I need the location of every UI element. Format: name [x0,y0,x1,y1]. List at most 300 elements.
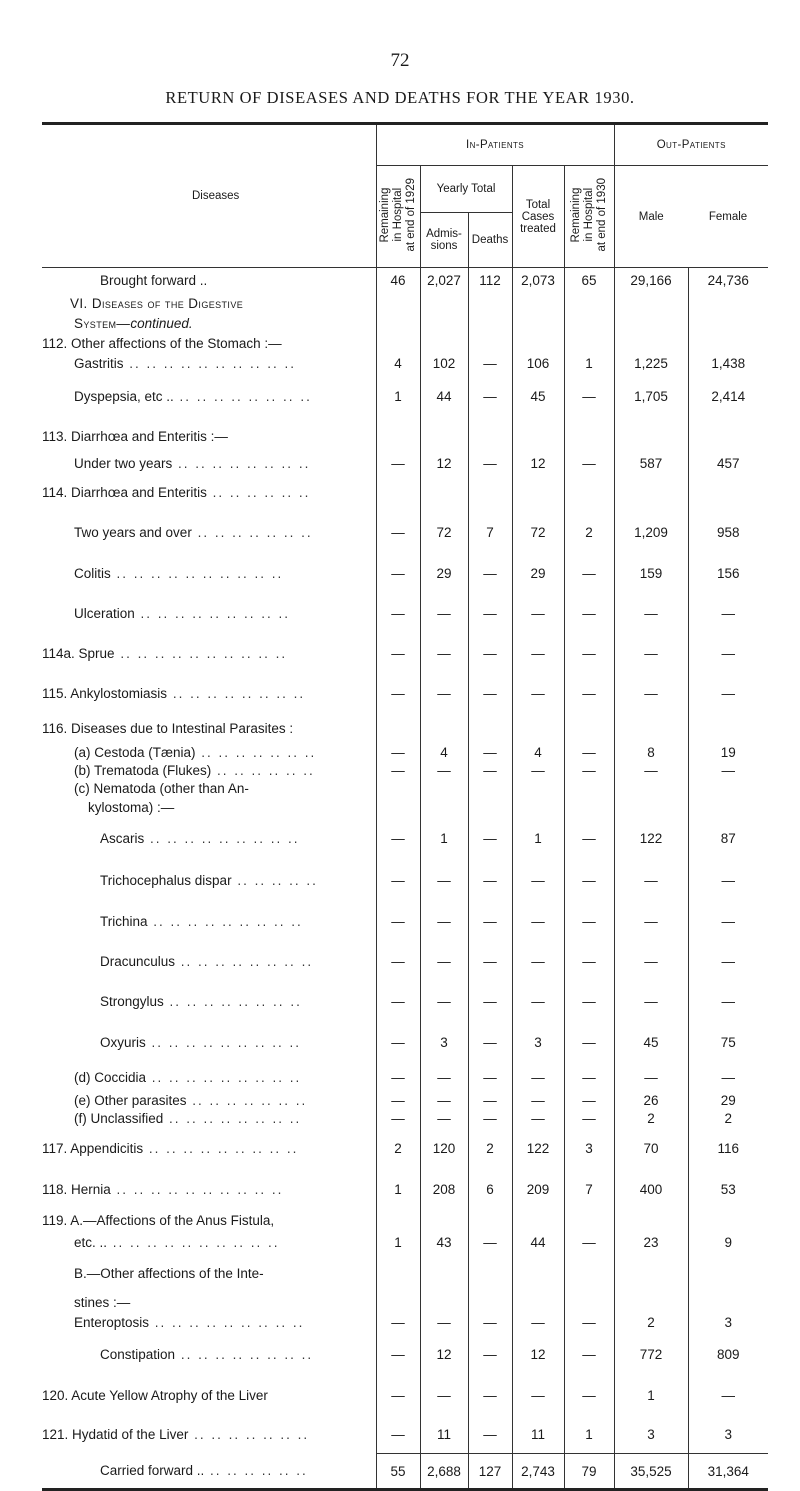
value-cell: — [564,634,614,674]
value-cell: — [420,1064,468,1092]
value-cell: 19 [688,744,768,762]
row-label: B.—Other affections of the Inte- [74,1266,264,1281]
row-label: Carried forward .. .. .. .. .. .. .. [42,1454,376,1490]
value-cell: — [468,454,512,474]
value-cell: — [376,554,420,594]
row-label: Enteroptosis .. .. .. .. .. .. .. .. .. [74,1315,305,1330]
value-cell [468,1254,512,1294]
value-cell: 35,525 [614,1454,688,1490]
value-cell [688,1210,768,1232]
row-label: etc. .. .. .. .. .. .. .. .. .. .. .. [74,1235,280,1250]
table-row [42,474,768,512]
value-cell: 1 [376,374,420,420]
value-cell [614,1294,688,1312]
value-cell [512,1210,564,1232]
value-cell: — [376,1334,420,1376]
value-cell: 457 [688,454,768,474]
value-cell [688,1294,768,1312]
value-cell: 24,736 [688,268,768,294]
leader-dots: .. .. .. .. .. .. .. [195,745,317,760]
value-cell [376,294,420,314]
value-cell: — [468,902,512,942]
value-cell: — [468,744,512,762]
value-cell: 809 [688,1334,768,1376]
value-cell [564,1210,614,1232]
value-cell: — [564,374,614,420]
value-cell [512,1254,564,1294]
value-cell: — [564,982,614,1022]
value-cell [468,1210,512,1232]
value-cell: — [376,860,420,902]
value-cell: 2 [468,1128,512,1170]
in-patients-header: In-Patients [376,124,614,166]
value-cell: 4 [512,744,564,762]
leader-dots: .. .. .. .. .. .. .. .. [163,1111,302,1126]
value-cell: — [420,1110,468,1128]
row-label: 113. Diarrhœa and Enteritis :— [42,429,228,444]
value-cell [376,474,420,512]
value-cell: 55 [376,1454,420,1490]
value-cell: 6 [468,1170,512,1210]
value-cell: — [512,942,564,982]
value-cell: — [468,818,512,860]
value-cell: — [512,1064,564,1092]
value-cell: 3 [688,1416,768,1454]
row-label: Oxyuris .. .. .. .. .. .. .. .. .. [100,1035,302,1050]
value-cell: 11 [420,1416,468,1454]
value-cell: — [468,554,512,594]
row-label: 119. A.—Affections of the Anus Fistula, [42,1213,275,1228]
value-cell: — [468,594,512,634]
row-label: kylostoma) :— [88,800,175,815]
value-cell [420,474,468,512]
value-cell [564,1254,614,1294]
row-label: Strongylus .. .. .. .. .. .. .. .. [100,994,302,1009]
value-cell: 45 [512,374,564,420]
value-cell [512,420,564,454]
value-cell: 772 [614,1334,688,1376]
value-cell [468,780,512,798]
value-cell: — [614,982,688,1022]
leader-dots: .. .. .. .. .. .. .. .. .. [134,606,291,621]
row-label: Brought forward .. [100,273,208,289]
row-label: Under two years .. .. .. .. .. .. .. .. [74,456,311,471]
value-cell: — [376,902,420,942]
row-label: Trichina .. .. .. .. .. .. .. .. .. [100,914,303,929]
value-cell: 1 [564,354,614,374]
value-cell: 1,705 [614,374,688,420]
leader-dots: .. .. .. .. .. .. .. .. [175,954,314,969]
value-cell: — [564,1376,614,1416]
row-label: (f) Unclassified .. .. .. .. .. .. .. .. [74,1111,302,1126]
leader-dots: .. .. .. .. .. .. .. [191,525,313,540]
value-cell: 9 [688,1232,768,1254]
value-cell [614,714,688,744]
value-cell: 2,073 [512,268,564,294]
value-cell: — [376,982,420,1022]
table-row [42,1454,768,1490]
value-cell: — [420,860,468,902]
value-cell: 1 [512,818,564,860]
row-label: Ascaris .. .. .. .. .. .. .. .. .. [100,831,300,846]
row-label: 114a. Sprue .. .. .. .. .. .. .. .. .. .. [42,646,288,661]
value-cell: 3 [564,1128,614,1170]
value-cell: — [512,902,564,942]
table-row [42,780,768,798]
value-cell: 23 [614,1232,688,1254]
leader-dots: .. .. .. .. .. .. .. .. .. .. [114,646,288,661]
table-row [42,1254,768,1294]
value-cell [468,798,512,818]
row-label: Constipation .. .. .. .. .. .. .. .. [100,1347,314,1362]
value-cell [688,714,768,744]
row-label: (a) Cestoda (Tænia) .. .. .. .. .. .. .. [74,745,317,760]
value-cell: — [420,902,468,942]
value-cell: — [468,1312,512,1334]
table-row [42,1210,768,1232]
table-row [42,594,768,634]
value-cell: — [468,982,512,1022]
value-cell: — [614,674,688,714]
value-cell: — [376,942,420,982]
value-cell: — [420,762,468,780]
value-cell: 12 [420,1334,468,1376]
value-cell [614,420,688,454]
value-cell [468,334,512,354]
value-cell: 116 [688,1128,768,1170]
value-cell: 7 [564,1170,614,1210]
value-cell [564,334,614,354]
row-label: 120. Acute Yellow Atrophy of the Liver [42,1388,268,1403]
value-cell: 12 [512,1334,564,1376]
table-row [42,818,768,860]
table-row [42,982,768,1022]
leader-dots: .. .. .. .. .. .. .. .. .. .. [123,356,297,371]
value-cell [420,714,468,744]
value-cell: — [468,674,512,714]
value-cell [688,314,768,334]
value-cell: — [468,1232,512,1254]
value-cell [614,314,688,334]
value-cell: — [420,674,468,714]
value-cell [376,334,420,354]
value-cell: 12 [512,454,564,474]
row-label: (d) Coccidia .. .. .. .. .. .. .. .. .. [74,1070,302,1085]
table-row [42,554,768,594]
value-cell: 45 [614,1022,688,1064]
table-row [42,1376,768,1416]
value-cell: — [376,1110,420,1128]
page-number: 72 [390,50,410,71]
value-cell: 120 [420,1128,468,1170]
row-label: 116. Diseases due to Intestinal Parasites : [42,721,294,736]
table-row [42,1294,768,1312]
value-cell [564,420,614,454]
value-cell: 87 [688,818,768,860]
value-cell: 102 [420,354,468,374]
value-cell [688,420,768,454]
row-label: Dyspepsia, etc .. .. .. .. .. .. .. .. .. [74,389,312,404]
value-cell [420,420,468,454]
value-cell: 4 [420,744,468,762]
value-cell: — [564,1092,614,1110]
leader-dots: .. .. .. .. .. .. .. [188,1427,310,1442]
value-cell: — [688,1376,768,1416]
value-cell: — [468,374,512,420]
value-cell: — [614,634,688,674]
value-cell: — [688,860,768,902]
table-row [42,762,768,780]
value-cell: — [468,860,512,902]
row-label: 112. Other affections of the Stomach :— [42,336,282,351]
value-cell: 43 [420,1232,468,1254]
yearly-total-header: Yearly Total [420,166,512,213]
out-patients-header: Out-Patients [614,124,768,166]
value-cell [614,798,688,818]
table-row [42,1128,768,1170]
value-cell: — [564,674,614,714]
row-label: (c) Nematoda (other than An- [74,781,249,796]
table-row [42,512,768,554]
table-row [42,1416,768,1454]
value-cell [376,1210,420,1232]
value-cell: — [512,1312,564,1334]
value-cell: 1 [420,818,468,860]
value-cell: — [512,594,564,634]
value-cell [468,1294,512,1312]
leader-dots: .. .. .. .. .. .. [211,763,315,778]
remaining-1929-header: Remaining in Hospital at end of 1929 [376,166,420,268]
row-label: Two years and over .. .. .. .. .. .. .. [74,525,313,540]
value-cell: 65 [564,268,614,294]
row-label: 121. Hydatid of the Liver .. .. .. .. .. .. .. [42,1427,310,1442]
value-cell: 122 [614,818,688,860]
value-cell [564,1294,614,1312]
value-cell: — [512,860,564,902]
value-cell: 46 [376,268,420,294]
value-cell: 11 [512,1416,564,1454]
value-cell: 400 [614,1170,688,1210]
diseases-return-table [42,122,768,1491]
value-cell [376,1254,420,1294]
value-cell: — [468,354,512,374]
row-label: (b) Trematoda (Flukes) .. .. .. .. .. .. [74,763,315,778]
value-cell [420,780,468,798]
value-cell: 2,688 [420,1454,468,1490]
value-cell: — [564,902,614,942]
value-cell: 29 [420,554,468,594]
value-cell: — [468,762,512,780]
value-cell: — [688,634,768,674]
value-cell: — [512,1376,564,1416]
value-cell [614,474,688,512]
value-cell [614,780,688,798]
value-cell [614,294,688,314]
table-row [42,1092,768,1110]
row-label: Ulceration .. .. .. .. .. .. .. .. .. [74,606,291,621]
value-cell [420,1210,468,1232]
value-cell: 2 [564,512,614,554]
table-row [42,454,768,474]
table-row [42,1312,768,1334]
value-cell: 1 [564,1416,614,1454]
value-cell: 3 [512,1022,564,1064]
leader-dots: .. .. .. .. .. .. .. .. [167,686,306,701]
value-cell: — [614,1064,688,1092]
value-cell: — [688,902,768,942]
value-cell [468,420,512,454]
value-cell [420,1294,468,1312]
value-cell [564,294,614,314]
value-cell [420,798,468,818]
table-row [42,744,768,762]
value-cell: 4 [376,354,420,374]
value-cell: 127 [468,1454,512,1490]
value-cell [512,474,564,512]
value-cell: 29,166 [614,268,688,294]
leader-dots: .. .. .. .. .. .. .. .. [172,456,311,471]
value-cell: — [468,634,512,674]
value-cell: 159 [614,554,688,594]
table-row [42,334,768,354]
value-cell: 29 [688,1092,768,1110]
value-cell: — [564,1110,614,1128]
value-cell: — [376,674,420,714]
value-cell [688,1254,768,1294]
value-cell: — [614,942,688,982]
value-cell [376,798,420,818]
value-cell: 587 [614,454,688,474]
value-cell: — [468,1376,512,1416]
value-cell: 2 [688,1110,768,1128]
value-cell [420,334,468,354]
remaining-1930-header: Remaining in Hospital at end of 1930 [564,166,614,268]
value-cell: — [376,634,420,674]
value-cell [688,780,768,798]
value-cell [512,714,564,744]
value-cell [512,1294,564,1312]
row-label: 117. Appendicitis .. .. .. .. .. .. .. .. .. [42,1141,299,1156]
value-cell [376,314,420,334]
value-cell: — [376,512,420,554]
value-cell: 12 [420,454,468,474]
table-row [42,1232,768,1254]
table-row [42,420,768,454]
value-cell: — [688,942,768,982]
leader-dots: .. .. .. .. .. .. .. .. [173,389,312,404]
value-cell: 1 [376,1170,420,1210]
value-cell: 1 [614,1376,688,1416]
value-cell: — [614,902,688,942]
leader-dots: .. .. .. .. .. .. .. .. .. .. [110,566,284,581]
value-cell: — [512,634,564,674]
value-cell: 72 [512,512,564,554]
value-cell: — [564,1334,614,1376]
value-cell [512,294,564,314]
row-label: VI. Diseases of the Digestive [70,296,244,311]
value-cell: — [512,982,564,1022]
value-cell: — [614,594,688,634]
value-cell: 2,414 [688,374,768,420]
table-row [42,674,768,714]
table-row [42,374,768,420]
value-cell: — [420,594,468,634]
value-cell [420,1254,468,1294]
value-cell: 79 [564,1454,614,1490]
value-cell: — [564,942,614,982]
value-cell: — [468,942,512,982]
value-cell [564,474,614,512]
value-cell: 72 [420,512,468,554]
value-cell: — [512,1092,564,1110]
value-cell [614,1254,688,1294]
leader-dots: .. .. .. .. .. .. .. .. .. [149,1315,305,1330]
value-cell: — [468,1092,512,1110]
row-label: 115. Ankylostomiasis .. .. .. .. .. .. .. .. [42,686,306,701]
value-cell [564,798,614,818]
value-cell: 31,364 [688,1454,768,1490]
value-cell: 112 [468,268,512,294]
table-row [42,714,768,744]
value-cell: — [614,860,688,902]
value-cell: — [468,1022,512,1064]
value-cell: — [564,1312,614,1334]
value-cell: 1,438 [688,354,768,374]
value-cell: — [564,454,614,474]
table-row [42,634,768,674]
value-cell: 2 [614,1110,688,1128]
value-cell: — [688,594,768,634]
table-row [42,860,768,902]
value-cell: 3 [688,1312,768,1334]
value-cell: — [512,674,564,714]
value-cell: — [468,1334,512,1376]
value-cell: 26 [614,1092,688,1110]
value-cell [468,714,512,744]
table-row [42,314,768,334]
value-cell: 1,225 [614,354,688,374]
value-cell [468,314,512,334]
value-cell: 208 [420,1170,468,1210]
value-cell: 8 [614,744,688,762]
row-label: Dracunculus .. .. .. .. .. .. .. .. [100,954,314,969]
leader-dots: .. .. .. .. .. .. [206,485,311,500]
leader-dots: .. .. .. .. .. .. [204,1463,308,1479]
value-cell: 1,209 [614,512,688,554]
table-row [42,1064,768,1092]
value-cell: 53 [688,1170,768,1210]
leader-dots: .. .. .. .. .. .. .. .. [175,1347,314,1362]
value-cell: — [688,982,768,1022]
value-cell [688,474,768,512]
value-cell [614,1210,688,1232]
value-cell: 156 [688,554,768,594]
value-cell: 75 [688,1022,768,1064]
table-row [42,354,768,374]
table-row [42,1170,768,1210]
value-cell: 44 [512,1232,564,1254]
value-cell [420,294,468,314]
value-cell [468,474,512,512]
value-cell: — [376,818,420,860]
value-cell: — [564,1232,614,1254]
value-cell: — [376,744,420,762]
row-label: Colitis .. .. .. .. .. .. .. .. .. .. [74,566,284,581]
value-cell [564,714,614,744]
leader-dots: .. .. .. .. .. .. .. .. .. [143,1141,299,1156]
deaths-header: Deaths [468,213,512,268]
value-cell: — [376,594,420,634]
